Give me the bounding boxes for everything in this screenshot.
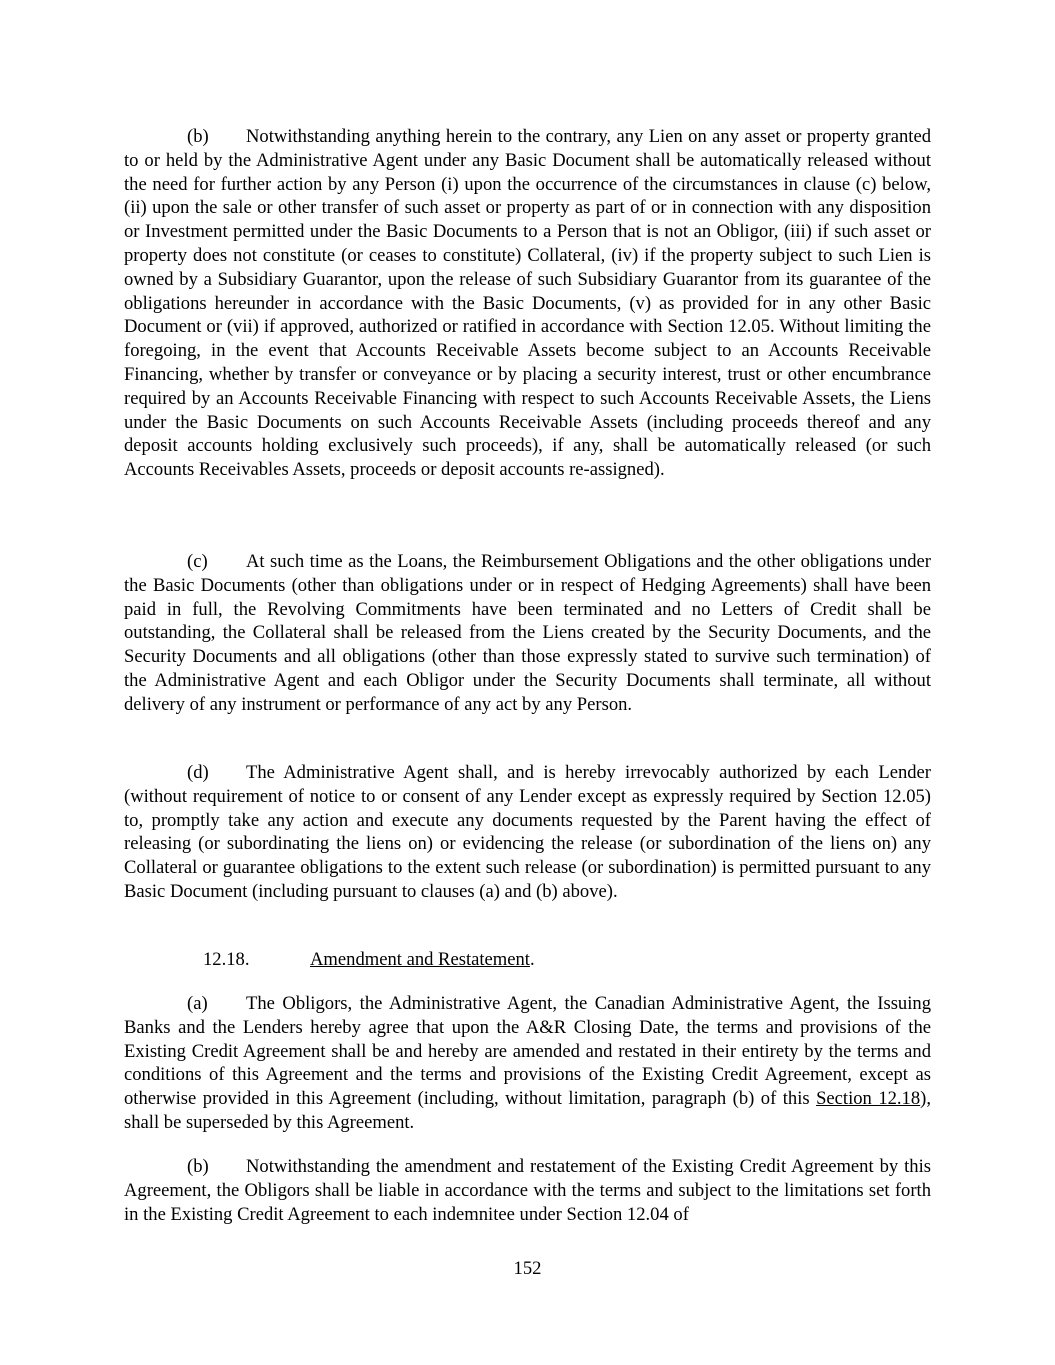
paragraph-label: (b): [187, 1156, 209, 1177]
section-title: Amendment and Restatement: [310, 949, 530, 970]
paragraph-label: (a): [187, 993, 208, 1014]
section-heading: [203, 948, 803, 972]
paragraph-text: The Administrative Agent shall, and is hereby irrevocably authorized by each Lender (without requirement of notice to or consent of any Lender except as expressly required by Section 12.05) to, promptly take any action and execute any documents requested by the Parent having the effect of releasing (or subordinating the liens on) or evidencing the release (or subordination of the liens on) any Collateral or guarantee obligations to the extent such release (or subordination) is permitted pursuant to any Basic Document (including pursuant to clauses (a) and (b) above).: [124, 762, 931, 902]
section-number: 12.18.: [203, 949, 250, 970]
paragraph-d-agent-authorization: [124, 761, 931, 904]
paragraph-text-end: ), shall be superseded by this Agreement.: [124, 1088, 931, 1133]
section-title-period: .: [529, 949, 535, 970]
section-reference-link: Section 12.18: [816, 1088, 921, 1110]
paragraph-label: (b): [187, 126, 209, 147]
paragraph-a-amendment: [124, 992, 931, 1135]
paragraph-text: Notwithstanding anything herein to the contrary, any Lien on any asset or property granted to or held by the Administrative Agent under any Basic Document shall be automatically released without the need for further action by any Person (i) upon the occurrence of the circumstances in clause (c) below, (ii) upon the sale or other transfer of such asset or property as part of or in connection with any disposition or Investment permitted under the Basic Documents to a Person that is not an Obligor, (iii) if such asset or property does not constitute (or ceases to constitute) Collateral, (iv) if the property subject to such Lien is owned by a Subsidiary Guarantor, upon the release of such Subsidiary Guarantor from its guarantee of the obligations hereunder in accordance with the Basic Documents, (v) as provided for in any other Basic Document or (vii) if approved, authorized or ratified in accordance with Section 12.05. Without limiting the foregoing, in the event that Accounts Receivable Assets become subject to an Accounts Receivable Financing, whether by transfer or conveyance or by placing a security interest, trust or other encumbrance required by an Accounts Receivable Financing with respect to such Accounts Receivable Assets, the Liens under the Basic Documents on such Accounts Receivable Assets (including proceeds thereof and any deposit accounts holding exclusively such proceeds), if any, shall be automatically released (or such Accounts Receivables Assets, proceeds or deposit accounts re-assigned).: [124, 126, 931, 481]
paragraph-c-collateral-release: [124, 550, 931, 717]
paragraph-text: The Obligors, the Administrative Agent, the Canadian Administrative Agent, the Issuing Banks and the Lenders hereby agree that upon the A&R Closing Date, the terms and provisions of the Existing Credit Agreement shall be and hereby are amended and restated in their entirety by the terms and conditions of this Agreement and the terms and provisions of the Existing Credit Agreement, except as otherwise provided in this Agreement (including, without limitation, paragraph (b) of this: [124, 993, 931, 1110]
paragraph-b-restatement: [124, 1155, 931, 1226]
paragraph-b-lien-release: [124, 125, 931, 482]
paragraph-label: (c): [187, 551, 208, 572]
paragraph-text: At such time as the Loans, the Reimbursement Obligations and the other obligations under the Basic Documents (other than obligations under or in respect of Hedging Agreements) shall have been paid in full, the Revolving Commitments have been terminated and no Letters of Credit shall be outstanding, the Collateral shall be released from the Liens created by the Security Documents, and the Security Documents and all obligations (other than those expressly stated to survive such termination) of the Administrative Agent and each Obligor under the Security Documents shall terminate, all without delivery of any instrument or performance of any act by any Person.: [124, 551, 931, 715]
paragraph-label: (d): [187, 762, 209, 783]
page-number: 152: [513, 1258, 542, 1279]
paragraph-text: Notwithstanding the amendment and restatement of the Existing Credit Agreement by this Agreement, the Obligors shall be liable in accordance with the terms and subject to the limitations set forth in the Existing Credit Agreement to each indemnitee under Section 12.04 of: [124, 1156, 931, 1225]
